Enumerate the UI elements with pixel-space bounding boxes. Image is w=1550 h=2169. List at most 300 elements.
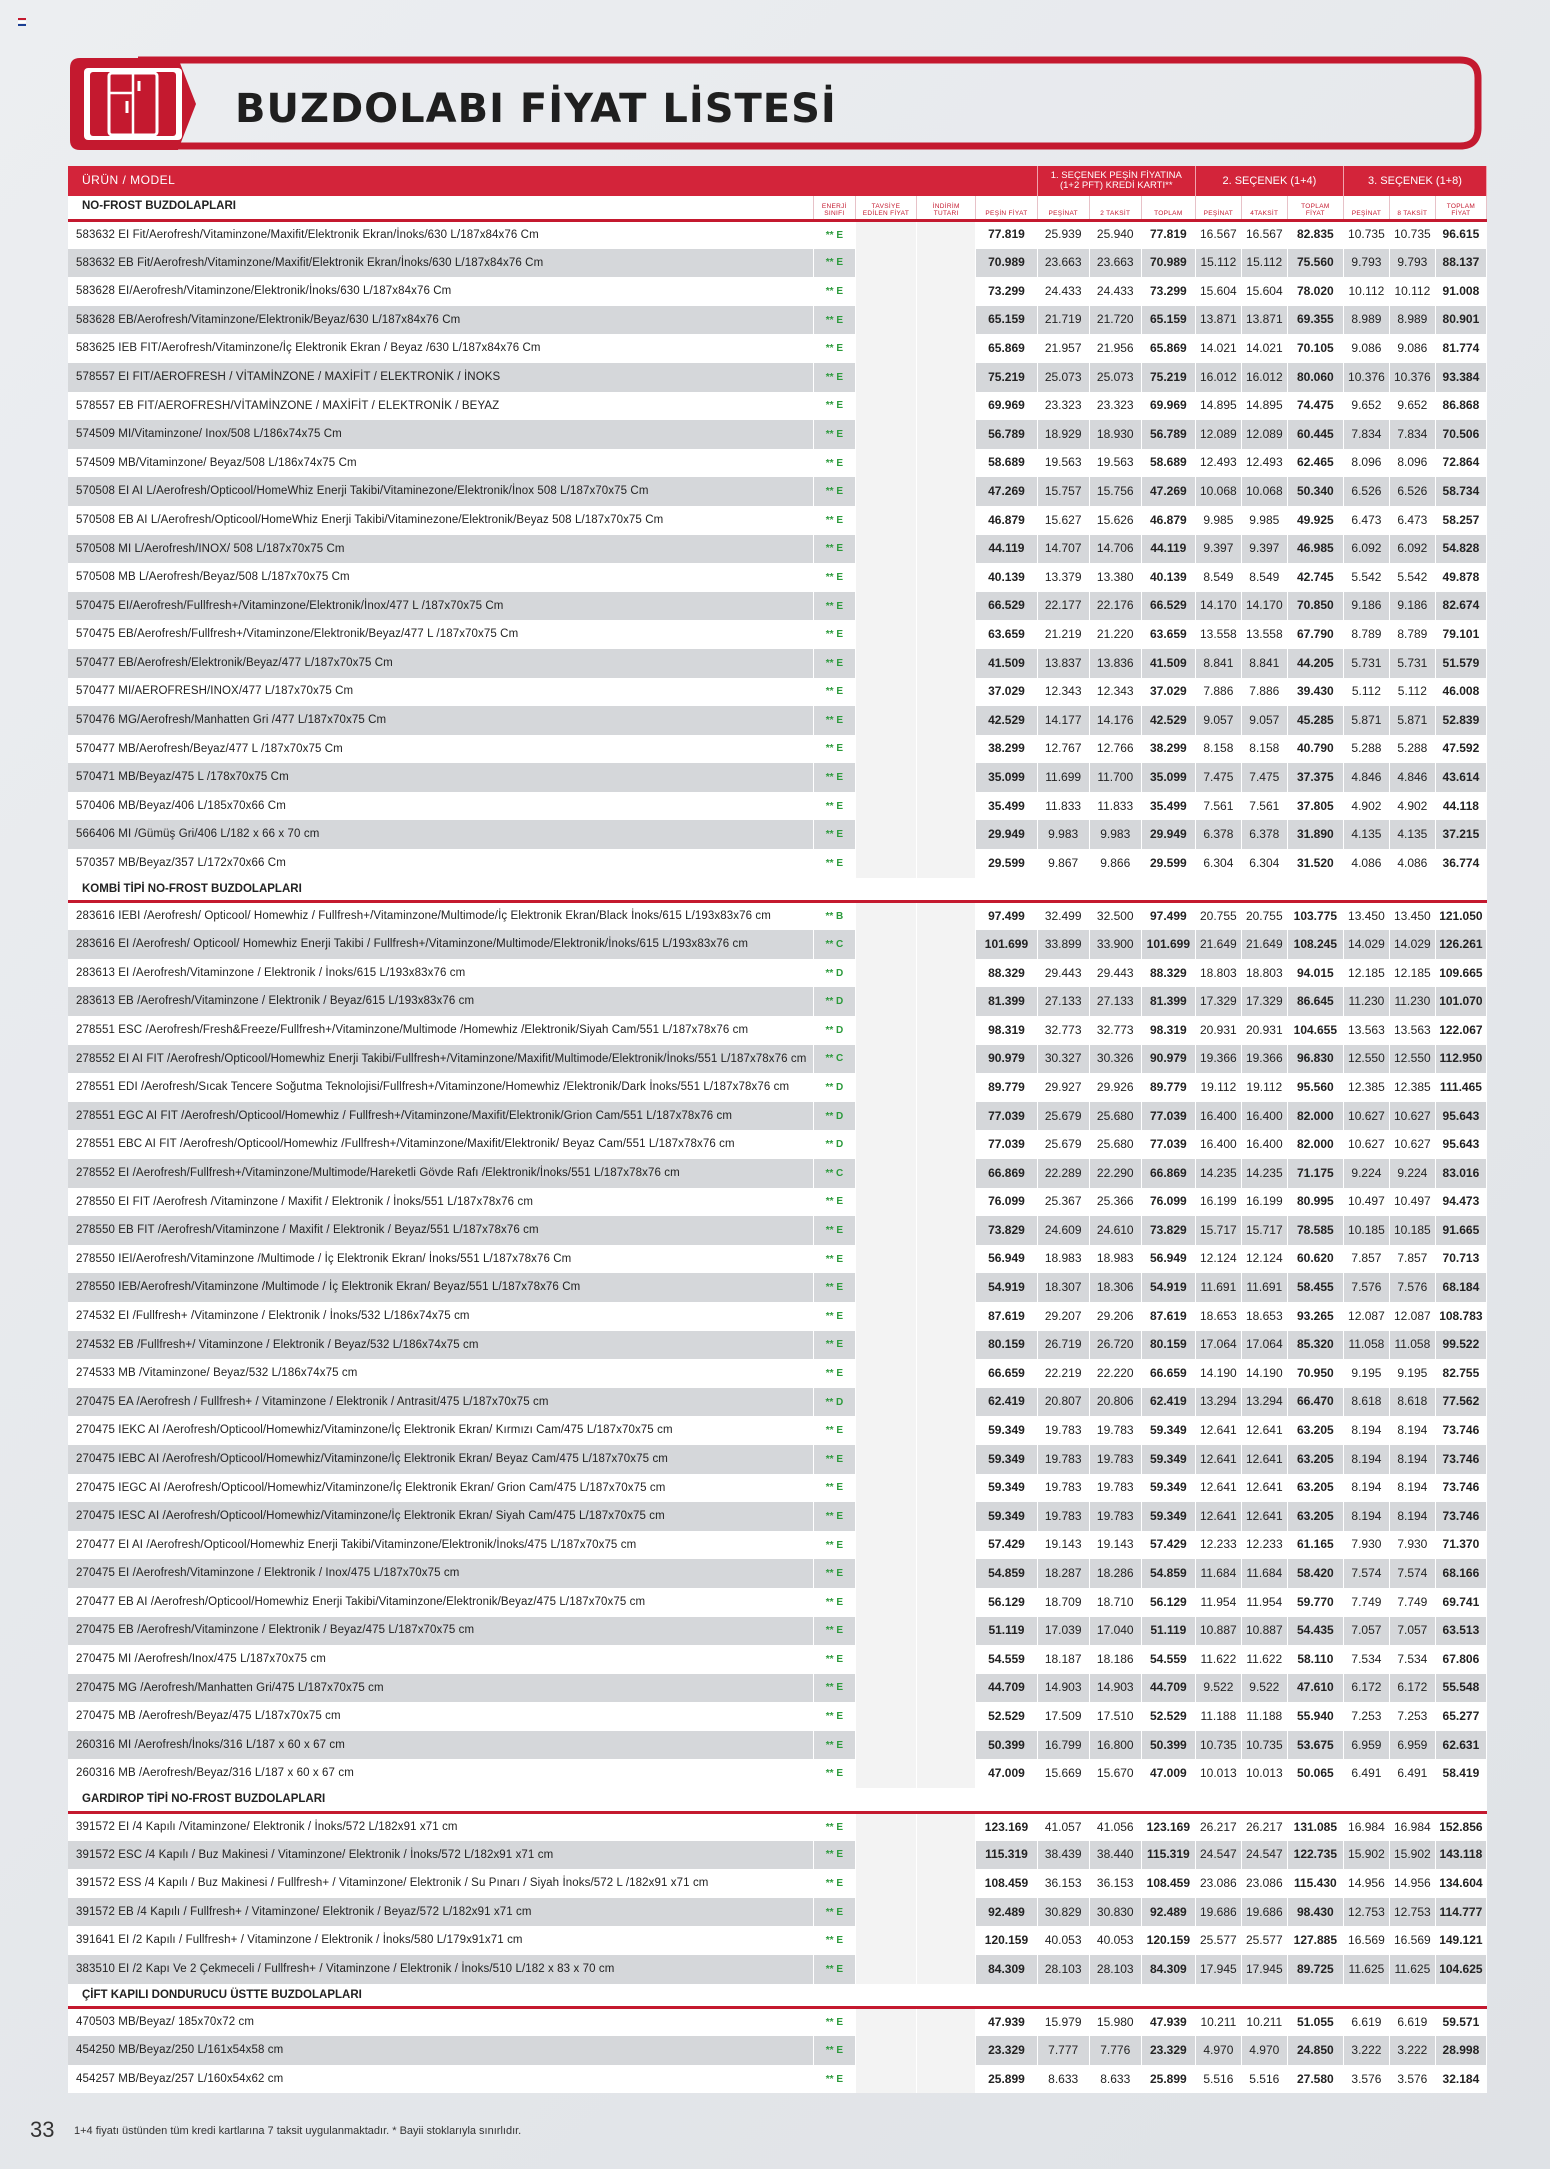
price-cell: 16.199 <box>1195 1188 1241 1217</box>
price-cell: 65.869 <box>976 334 1037 363</box>
price-cell: 28.103 <box>1089 1955 1141 1984</box>
product-model: 274532 EB /Fullfresh+/ Vitaminzone / Elektronik / Beyaz/532 L/186x74x75 cm <box>68 1331 813 1360</box>
table-row <box>68 1588 1487 1617</box>
price-cell: 63.205 <box>1287 1474 1343 1503</box>
price-cell: 14.903 <box>1037 1674 1089 1703</box>
recommended-price-cell <box>855 902 916 931</box>
section-header <box>68 878 1487 902</box>
price-cell: 12.089 <box>1241 420 1287 449</box>
recommended-price-cell <box>855 249 916 278</box>
section-title: KOMBİ TİPİ NO-FROST BUZDOLAPLARI <box>68 878 1487 902</box>
discount-cell <box>917 1702 976 1731</box>
price-cell: 15.112 <box>1195 249 1241 278</box>
energy-class: ** E <box>813 1502 855 1531</box>
price-cell: 17.040 <box>1089 1617 1141 1646</box>
table-row <box>68 1759 1487 1788</box>
price-cell: 47.939 <box>1141 2008 1195 2037</box>
price-cell: 10.627 <box>1343 1102 1389 1131</box>
product-model: 278551 EDI /Aerofresh/Sıcak Tencere Soğutma Teknolojisi/Fullfresh+/Vitaminzone/Homewhiz /Elektronik/Dark İnoks/551 L/187x78x76 cm <box>68 1073 813 1102</box>
price-cell: 16.984 <box>1343 1812 1389 1841</box>
discount-cell <box>917 563 976 592</box>
price-cell: 7.057 <box>1389 1617 1435 1646</box>
discount-cell <box>917 1841 976 1870</box>
discount-cell <box>917 277 976 306</box>
price-cell: 10.185 <box>1389 1216 1435 1245</box>
discount-cell <box>917 1331 976 1360</box>
price-cell: 21.720 <box>1089 306 1141 335</box>
price-cell: 93.384 <box>1435 363 1486 392</box>
price-cell: 10.211 <box>1195 2008 1241 2037</box>
option1-header: 1. SEÇENEK PEŞİN FİYATINA (1+2 PFT) KREDİ KARTI** <box>1037 166 1195 196</box>
discount-cell <box>917 649 976 678</box>
price-cell: 81.399 <box>1141 987 1195 1016</box>
price-cell: 59.349 <box>1141 1416 1195 1445</box>
energy-class: ** E <box>813 706 855 735</box>
price-cell: 40.053 <box>1089 1926 1141 1955</box>
price-cell: 16.400 <box>1195 1102 1241 1131</box>
price-cell: 9.522 <box>1241 1674 1287 1703</box>
energy-class: ** D <box>813 1130 855 1159</box>
price-cell: 30.327 <box>1037 1045 1089 1074</box>
price-cell: 9.057 <box>1195 706 1241 735</box>
recommended-price-cell <box>855 277 916 306</box>
price-cell: 12.641 <box>1195 1445 1241 1474</box>
price-cell: 143.118 <box>1435 1841 1486 1870</box>
price-cell: 62.631 <box>1435 1731 1486 1760</box>
price-cell: 98.319 <box>1141 1016 1195 1045</box>
price-cell: 9.224 <box>1389 1159 1435 1188</box>
product-model: 278550 EI FIT /Aerofresh /Vitaminzone / Maxifit / Elektronik / İnoks/551 L/187x78x76 cm <box>68 1188 813 1217</box>
price-cell: 19.143 <box>1037 1531 1089 1560</box>
price-cell: 8.194 <box>1389 1502 1435 1531</box>
product-model: 570476 MG/Aerofresh/Manhatten Gri /477 L/187x70x75 Cm <box>68 706 813 735</box>
price-cell: 8.194 <box>1389 1445 1435 1474</box>
discount-cell <box>917 1273 976 1302</box>
price-cell: 27.133 <box>1037 987 1089 1016</box>
table-row <box>68 1702 1487 1731</box>
price-cell: 27.580 <box>1287 2065 1343 2094</box>
price-cell: 25.899 <box>1141 2065 1195 2094</box>
price-cell: 7.834 <box>1343 420 1389 449</box>
price-cell: 25.680 <box>1089 1102 1141 1131</box>
price-cell: 3.222 <box>1389 2036 1435 2065</box>
price-cell: 65.159 <box>976 306 1037 335</box>
discount-cell <box>917 1073 976 1102</box>
price-cell: 12.087 <box>1389 1302 1435 1331</box>
price-cell: 26.719 <box>1037 1331 1089 1360</box>
discount-cell <box>917 1388 976 1417</box>
price-cell: 10.013 <box>1241 1759 1287 1788</box>
discount-cell <box>917 1359 976 1388</box>
price-cell: 66.869 <box>976 1159 1037 1188</box>
price-cell: 4.902 <box>1343 792 1389 821</box>
price-cell: 11.058 <box>1389 1331 1435 1360</box>
table-row <box>68 763 1487 792</box>
price-cell: 81.774 <box>1435 334 1486 363</box>
price-cell: 60.620 <box>1287 1245 1343 1274</box>
recommended-price-cell <box>855 2008 916 2037</box>
energy-class: ** E <box>813 1617 855 1646</box>
column-header-o2-taksit: 4TAKSİT <box>1241 196 1287 220</box>
price-cell: 38.439 <box>1037 1841 1089 1870</box>
price-cell: 67.806 <box>1435 1645 1486 1674</box>
price-cell: 5.112 <box>1389 678 1435 707</box>
price-cell: 6.092 <box>1389 535 1435 564</box>
price-cell: 62.465 <box>1287 449 1343 478</box>
price-cell: 11.954 <box>1195 1588 1241 1617</box>
discount-cell <box>917 1445 976 1474</box>
price-cell: 55.940 <box>1287 1702 1343 1731</box>
price-cell: 97.499 <box>1141 902 1195 931</box>
price-cell: 8.194 <box>1343 1474 1389 1503</box>
price-cell: 5.516 <box>1241 2065 1287 2094</box>
table-row <box>68 1474 1487 1503</box>
price-cell: 3.576 <box>1343 2065 1389 2094</box>
table-row <box>68 735 1487 764</box>
discount-cell <box>917 1016 976 1045</box>
energy-class: ** E <box>813 1812 855 1841</box>
price-cell: 20.755 <box>1195 902 1241 931</box>
price-cell: 54.559 <box>976 1645 1037 1674</box>
price-cell: 17.329 <box>1241 987 1287 1016</box>
price-cell: 26.720 <box>1089 1331 1141 1360</box>
price-cell: 70.506 <box>1435 420 1486 449</box>
price-cell: 28.998 <box>1435 2036 1486 2065</box>
discount-cell <box>917 1216 976 1245</box>
price-cell: 15.604 <box>1241 277 1287 306</box>
price-cell: 89.725 <box>1287 1955 1343 1984</box>
price-cell: 12.343 <box>1089 678 1141 707</box>
table-row <box>68 306 1487 335</box>
price-cell: 26.217 <box>1241 1812 1287 1841</box>
price-cell: 50.340 <box>1287 477 1343 506</box>
price-cell: 29.207 <box>1037 1302 1089 1331</box>
price-cell: 58.419 <box>1435 1759 1486 1788</box>
price-cell: 101.070 <box>1435 987 1486 1016</box>
price-cell: 52.839 <box>1435 706 1486 735</box>
price-cell: 15.627 <box>1037 506 1089 535</box>
price-cell: 12.753 <box>1389 1898 1435 1927</box>
price-cell: 12.087 <box>1343 1302 1389 1331</box>
price-cell: 6.473 <box>1389 506 1435 535</box>
price-cell: 15.670 <box>1089 1759 1141 1788</box>
price-cell: 12.385 <box>1389 1073 1435 1102</box>
price-cell: 35.099 <box>1141 763 1195 792</box>
price-cell: 14.707 <box>1037 535 1089 564</box>
energy-class: ** D <box>813 1102 855 1131</box>
recommended-price-cell <box>855 1731 916 1760</box>
column-header-o3-taksit: 8 TAKSİT <box>1389 196 1435 220</box>
price-cell: 14.190 <box>1195 1359 1241 1388</box>
price-cell: 75.219 <box>1141 363 1195 392</box>
price-cell: 9.652 <box>1389 392 1435 421</box>
table-row <box>68 678 1487 707</box>
discount-cell <box>917 1869 976 1898</box>
price-cell: 68.166 <box>1435 1559 1486 1588</box>
product-model: 270477 EB AI /Aerofresh/Opticool/Homewhiz Enerji Takibi/Vitaminzone/Elektronik/Beyaz/475 L/187x70x75 cm <box>68 1588 813 1617</box>
column-header-discount: İNDİRİM TUTARI <box>917 196 976 220</box>
price-cell: 24.850 <box>1287 2036 1343 2065</box>
table-row <box>68 1331 1487 1360</box>
price-cell: 42.529 <box>1141 706 1195 735</box>
table-row <box>68 420 1487 449</box>
price-cell: 4.135 <box>1343 820 1389 849</box>
product-model: 391572 EB /4 Kapılı / Fullfresh+ / Vitaminzone/ Elektronik / Beyaz/572 L/182x91 x71 cm <box>68 1898 813 1927</box>
price-cell: 14.177 <box>1037 706 1089 735</box>
price-cell: 80.901 <box>1435 306 1486 335</box>
price-cell: 127.885 <box>1287 1926 1343 1955</box>
price-cell: 10.068 <box>1241 477 1287 506</box>
price-cell: 11.833 <box>1089 792 1141 821</box>
recommended-price-cell <box>855 1588 916 1617</box>
price-cell: 54.859 <box>1141 1559 1195 1588</box>
price-cell: 40.139 <box>976 563 1037 592</box>
price-cell: 24.609 <box>1037 1216 1089 1245</box>
price-cell: 25.679 <box>1037 1130 1089 1159</box>
product-model: 583632 EI Fit/Aerofresh/Vitaminzone/Maxifit/Elektronik Ekran/İnoks/630 L/187x84x76 Cm <box>68 220 813 249</box>
price-cell: 95.643 <box>1435 1130 1486 1159</box>
product-model: 283613 EB /Aerofresh/Vitaminzone / Elektronik / Beyaz/615 L/193x83x76 cm <box>68 987 813 1016</box>
price-cell: 10.068 <box>1195 477 1241 506</box>
price-cell: 19.783 <box>1089 1502 1141 1531</box>
product-model: 270477 EI AI /Aerofresh/Opticool/Homewhiz Enerji Takibi/Vitaminzone/Elektronik/İnoks/475 L/187x70x75 cm <box>68 1531 813 1560</box>
product-model: 391572 ESC /4 Kapılı / Buz Makinesi / Vitaminzone/ Elektronik / İnoks/572 L/182x91 x71 cm <box>68 1841 813 1870</box>
product-model: 454250 MB/Beyaz/250 L/161x54x58 cm <box>68 2036 813 2065</box>
discount-cell <box>917 1955 976 1984</box>
price-cell: 29.949 <box>1141 820 1195 849</box>
price-cell: 87.619 <box>976 1302 1037 1331</box>
price-cell: 29.927 <box>1037 1073 1089 1102</box>
product-model: 278551 ESC /Aerofresh/Fresh&Freeze/Fullfresh+/Vitaminzone/Multimode /Homewhiz /Elektronik/Siyah Cam/551 L/187x78x76 cm <box>68 1016 813 1045</box>
price-cell: 44.119 <box>1141 535 1195 564</box>
energy-class: ** E <box>813 363 855 392</box>
recommended-price-cell <box>855 735 916 764</box>
price-cell: 40.053 <box>1037 1926 1089 1955</box>
recommended-price-cell <box>855 1445 916 1474</box>
table-row <box>68 249 1487 278</box>
price-cell: 10.627 <box>1389 1102 1435 1131</box>
energy-class: ** E <box>813 1926 855 1955</box>
product-model: 570508 EI AI L/Aerofresh/Opticool/HomeWhiz Enerji Takibi/Vitaminezone/Elektronik/İnox 508 L/187x70x75 Cm <box>68 477 813 506</box>
price-cell: 24.433 <box>1089 277 1141 306</box>
price-cell: 44.709 <box>1141 1674 1195 1703</box>
price-cell: 75.219 <box>976 363 1037 392</box>
recommended-price-cell <box>855 1302 916 1331</box>
product-model: 570508 EB AI L/Aerofresh/Opticool/HomeWhiz Enerji Takibi/Vitaminezone/Elektronik/Beyaz 508 L/187x70x75 Cm <box>68 506 813 535</box>
price-cell: 10.627 <box>1389 1130 1435 1159</box>
price-cell: 47.592 <box>1435 735 1486 764</box>
price-cell: 14.021 <box>1195 334 1241 363</box>
price-cell: 10.497 <box>1343 1188 1389 1217</box>
price-cell: 96.830 <box>1287 1045 1343 1074</box>
price-cell: 94.473 <box>1435 1188 1486 1217</box>
price-cell: 59.349 <box>1141 1474 1195 1503</box>
price-cell: 13.563 <box>1389 1016 1435 1045</box>
price-cell: 3.576 <box>1389 2065 1435 2094</box>
price-cell: 16.799 <box>1037 1731 1089 1760</box>
price-cell: 88.137 <box>1435 249 1486 278</box>
flag-mark <box>18 18 26 26</box>
price-cell: 29.926 <box>1089 1073 1141 1102</box>
price-cell: 9.985 <box>1195 506 1241 535</box>
price-cell: 66.659 <box>976 1359 1037 1388</box>
energy-class: ** E <box>813 1841 855 1870</box>
header-row <box>68 166 1487 196</box>
price-cell: 10.735 <box>1195 1731 1241 1760</box>
column-header-o2-pesinat: PEŞİNAT <box>1195 196 1241 220</box>
price-cell: 41.056 <box>1089 1812 1141 1841</box>
product-model: 270475 MB /Aerofresh/Beyaz/475 L/187x70x75 cm <box>68 1702 813 1731</box>
discount-cell <box>917 987 976 1016</box>
price-cell: 41.509 <box>976 649 1037 678</box>
product-model: 570477 EB/Aerofresh/Elektronik/Beyaz/477 L/187x70x75 Cm <box>68 649 813 678</box>
price-cell: 36.774 <box>1435 849 1486 878</box>
price-cell: 6.473 <box>1343 506 1389 535</box>
product-model: 454257 MB/Beyaz/257 L/160x54x62 cm <box>68 2065 813 2094</box>
energy-class: ** E <box>813 1702 855 1731</box>
price-cell: 14.029 <box>1389 930 1435 959</box>
energy-class: ** E <box>813 1331 855 1360</box>
price-cell: 12.641 <box>1241 1445 1287 1474</box>
price-cell: 9.985 <box>1241 506 1287 535</box>
recommended-price-cell <box>855 1898 916 1927</box>
section-title: GARDIROP TİPİ NO-FROST BUZDOLAPLARI <box>68 1788 1487 1812</box>
price-cell: 84.309 <box>976 1955 1037 1984</box>
price-cell: 5.871 <box>1343 706 1389 735</box>
energy-class: ** E <box>813 1245 855 1274</box>
price-cell: 6.304 <box>1241 849 1287 878</box>
price-cell: 23.086 <box>1195 1869 1241 1898</box>
price-cell: 12.493 <box>1241 449 1287 478</box>
price-cell: 29.599 <box>976 849 1037 878</box>
price-cell: 59.349 <box>976 1416 1037 1445</box>
product-model: 383510 EI /2 Kapı Ve 2 Çekmeceli / Fullfresh+ / Vitaminzone / Elektronik / İnoks/510 L/182 x 83 x 70 cm <box>68 1955 813 1984</box>
table-row <box>68 1216 1487 1245</box>
price-cell: 152.856 <box>1435 1812 1486 1841</box>
table-row <box>68 706 1487 735</box>
price-cell: 16.567 <box>1195 220 1241 249</box>
price-cell: 73.299 <box>1141 277 1195 306</box>
discount-cell <box>917 1102 976 1131</box>
price-cell: 56.949 <box>1141 1245 1195 1274</box>
price-cell: 13.871 <box>1241 306 1287 335</box>
product-model: 570477 MI/AEROFRESH/INOX/477 L/187x70x75 Cm <box>68 678 813 707</box>
price-cell: 11.699 <box>1037 763 1089 792</box>
price-cell: 14.956 <box>1343 1869 1389 1898</box>
price-cell: 87.619 <box>1141 1302 1195 1331</box>
price-cell: 19.783 <box>1089 1416 1141 1445</box>
price-cell: 13.294 <box>1241 1388 1287 1417</box>
price-cell: 7.576 <box>1389 1273 1435 1302</box>
price-cell: 5.288 <box>1389 735 1435 764</box>
price-cell: 65.277 <box>1435 1702 1486 1731</box>
table-row <box>68 987 1487 1016</box>
price-cell: 40.790 <box>1287 735 1343 764</box>
energy-class: ** E <box>813 1188 855 1217</box>
price-cell: 4.846 <box>1389 763 1435 792</box>
energy-class: ** E <box>813 449 855 478</box>
price-cell: 8.549 <box>1195 563 1241 592</box>
discount-cell <box>917 820 976 849</box>
energy-class: ** E <box>813 735 855 764</box>
price-cell: 73.746 <box>1435 1445 1486 1474</box>
price-cell: 101.699 <box>1141 930 1195 959</box>
price-cell: 84.309 <box>1141 1955 1195 1984</box>
recommended-price-cell <box>855 1359 916 1388</box>
price-cell: 62.419 <box>1141 1388 1195 1417</box>
price-cell: 12.385 <box>1343 1073 1389 1102</box>
table-row <box>68 1531 1487 1560</box>
price-cell: 15.717 <box>1195 1216 1241 1245</box>
price-cell: 9.397 <box>1241 535 1287 564</box>
table-row <box>68 1559 1487 1588</box>
price-cell: 12.185 <box>1343 959 1389 988</box>
price-cell: 15.669 <box>1037 1759 1089 1788</box>
price-cell: 5.542 <box>1343 563 1389 592</box>
price-cell: 11.188 <box>1241 1702 1287 1731</box>
price-cell: 17.329 <box>1195 987 1241 1016</box>
price-cell: 19.366 <box>1241 1045 1287 1074</box>
price-cell: 90.979 <box>1141 1045 1195 1074</box>
price-cell: 12.550 <box>1343 1045 1389 1074</box>
price-cell: 12.753 <box>1343 1898 1389 1927</box>
column-header-o1-total: TOPLAM <box>1141 196 1195 220</box>
price-cell: 9.195 <box>1389 1359 1435 1388</box>
price-cell: 58.689 <box>1141 449 1195 478</box>
product-model: 391572 EI /4 Kapılı /Vitaminzone/ Elektronik / İnoks/572 L/182x91 x71 cm <box>68 1812 813 1841</box>
discount-cell <box>917 220 976 249</box>
price-cell: 66.529 <box>1141 592 1195 621</box>
price-cell: 7.776 <box>1089 2036 1141 2065</box>
price-cell: 6.619 <box>1389 2008 1435 2037</box>
price-cell: 20.931 <box>1241 1016 1287 1045</box>
table-row <box>68 363 1487 392</box>
price-cell: 7.561 <box>1241 792 1287 821</box>
table-row <box>68 1388 1487 1417</box>
price-cell: 58.455 <box>1287 1273 1343 1302</box>
price-cell: 51.119 <box>976 1617 1037 1646</box>
discount-cell <box>917 506 976 535</box>
price-cell: 30.830 <box>1089 1898 1141 1927</box>
price-cell: 52.529 <box>1141 1702 1195 1731</box>
discount-cell <box>917 706 976 735</box>
price-cell: 108.783 <box>1435 1302 1486 1331</box>
price-cell: 73.746 <box>1435 1474 1486 1503</box>
recommended-price-cell <box>855 1559 916 1588</box>
price-cell: 19.783 <box>1037 1416 1089 1445</box>
price-cell: 10.211 <box>1241 2008 1287 2037</box>
discount-cell <box>917 1302 976 1331</box>
energy-class: ** E <box>813 1759 855 1788</box>
price-cell: 14.895 <box>1195 392 1241 421</box>
price-cell: 21.956 <box>1089 334 1141 363</box>
price-cell: 51.119 <box>1141 1617 1195 1646</box>
price-cell: 53.675 <box>1287 1731 1343 1760</box>
recommended-price-cell <box>855 477 916 506</box>
price-cell: 59.349 <box>1141 1502 1195 1531</box>
energy-class: ** E <box>813 249 855 278</box>
discount-cell <box>917 1416 976 1445</box>
price-cell: 18.307 <box>1037 1273 1089 1302</box>
table-row <box>68 959 1487 988</box>
price-cell: 79.101 <box>1435 620 1486 649</box>
price-cell: 89.779 <box>976 1073 1037 1102</box>
table-row <box>68 649 1487 678</box>
price-cell: 25.366 <box>1089 1188 1141 1217</box>
price-cell: 19.112 <box>1241 1073 1287 1102</box>
recommended-price-cell <box>855 1073 916 1102</box>
table-row <box>68 620 1487 649</box>
